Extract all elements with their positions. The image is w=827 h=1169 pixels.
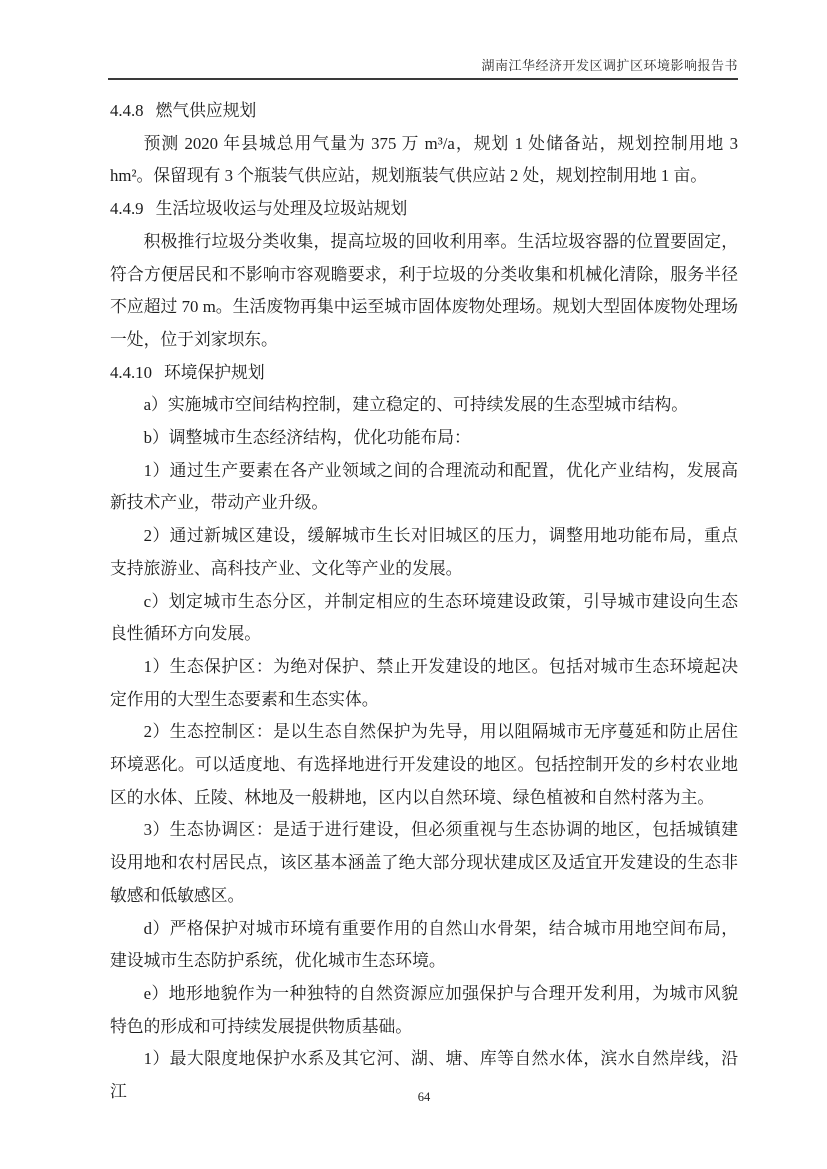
section-heading-4-4-10 <box>110 357 738 390</box>
section-number: 4.4.9 <box>110 199 144 219</box>
section-title: 生活垃圾收运与处理及垃圾站规划 <box>155 199 408 219</box>
page-number: 64 <box>417 1090 431 1104</box>
list-item-c-1: 1）生态保护区：为绝对保护、禁止开发建设的地区。包括对城市生态环境起决定作用的大型生态要素和生态实体。 <box>110 656 738 709</box>
list-item-c-2: 2）生态控制区：是以生态自然保护为先导，用以阻隔城市无序蔓延和防止居住环境恶化。可以适度地、有选择地进行开发建设的地区。包括控制开发的乡村农业地区的水体、丘陵、林地及一般耕地，区内以自然环境、绿色植被和自然村落为主。 <box>110 722 738 807</box>
list-item-c: c）划定城市生态分区，并制定相应的生态环境建设政策，引导城市建设向生态良性循环方向发展。 <box>110 591 738 644</box>
list-item-e-1: 1）最大限度地保护水系及其它河、湖、塘、库等自然水体，滨水自然岸线，沿江 <box>110 1049 738 1102</box>
paragraph: 积极推行垃圾分类收集，提高垃圾的回收利用率。生活垃圾容器的位置要固定，符合方便居民和不影响市容观瞻要求，利于垃圾的分类收集和机械化清除，服务半径不应超过 70 m。生活废物再集中运至城市固体废物处理场。规划大型固体废物处理场一处，位于刘家坝东。 <box>110 231 738 349</box>
list-item-d: d）严格保护对城市环境有重要作用的自然山水骨架，结合城市用地空间布局，建设城市生态防护系统，优化城市生态环境。 <box>110 918 738 971</box>
list-item-b-2: 2）通过新城区建设，缓解城市生长对旧城区的压力，调整用地功能布局，重点支持旅游业、高科技产业、文化等产业的发展。 <box>110 526 738 578</box>
list-item-c-3: 3）生态协调区：是适于进行建设，但必须重视与生态协调的地区，包括城镇建设用地和农村居民点，该区基本涵盖了绝大部分现状建成区及适宜开发建设的生态非敏感和低敏感区。 <box>110 820 738 905</box>
header-title: 湖南江华经济开发区调扩区环境影响报告书 <box>481 58 738 73</box>
document-body <box>110 95 738 1109</box>
list-item-a: a）实施城市空间结构控制，建立稳定的、可持续发展的生态型城市结构。 <box>143 395 689 415</box>
section-heading-4-4-8 <box>110 95 738 128</box>
page-footer <box>110 1088 738 1106</box>
paragraph: 预测 2020 年县城总用气量为 375 万 m³/a，规划 1 处储备站，规划控制用地 3 hm²。保留现有 3 个瓶装气供应站，规划瓶装气供应站 2 处，规划控制用地 1 亩。 <box>110 133 738 186</box>
section-heading-4-4-9 <box>110 193 738 226</box>
section-number: 4.4.10 <box>110 362 152 382</box>
header-rule <box>108 78 738 80</box>
list-item-e: e）地形地貌作为一种独特的自然资源应加强保护与合理开发利用，为城市风貌特色的形成和可持续发展提供物质基础。 <box>110 983 738 1036</box>
section-title: 环境保护规划 <box>163 362 265 382</box>
list-item-b-1: 1）通过生产要素在各产业领域之间的合理流动和配置，优化产业结构，发展高新技术产业，带动产业升级。 <box>110 460 738 513</box>
list-item-b: b）调整城市生态经济结构，优化功能布局： <box>143 428 471 448</box>
section-number: 4.4.8 <box>110 101 144 120</box>
section-title: 燃气供应规划 <box>155 101 257 120</box>
page-header <box>108 56 738 80</box>
